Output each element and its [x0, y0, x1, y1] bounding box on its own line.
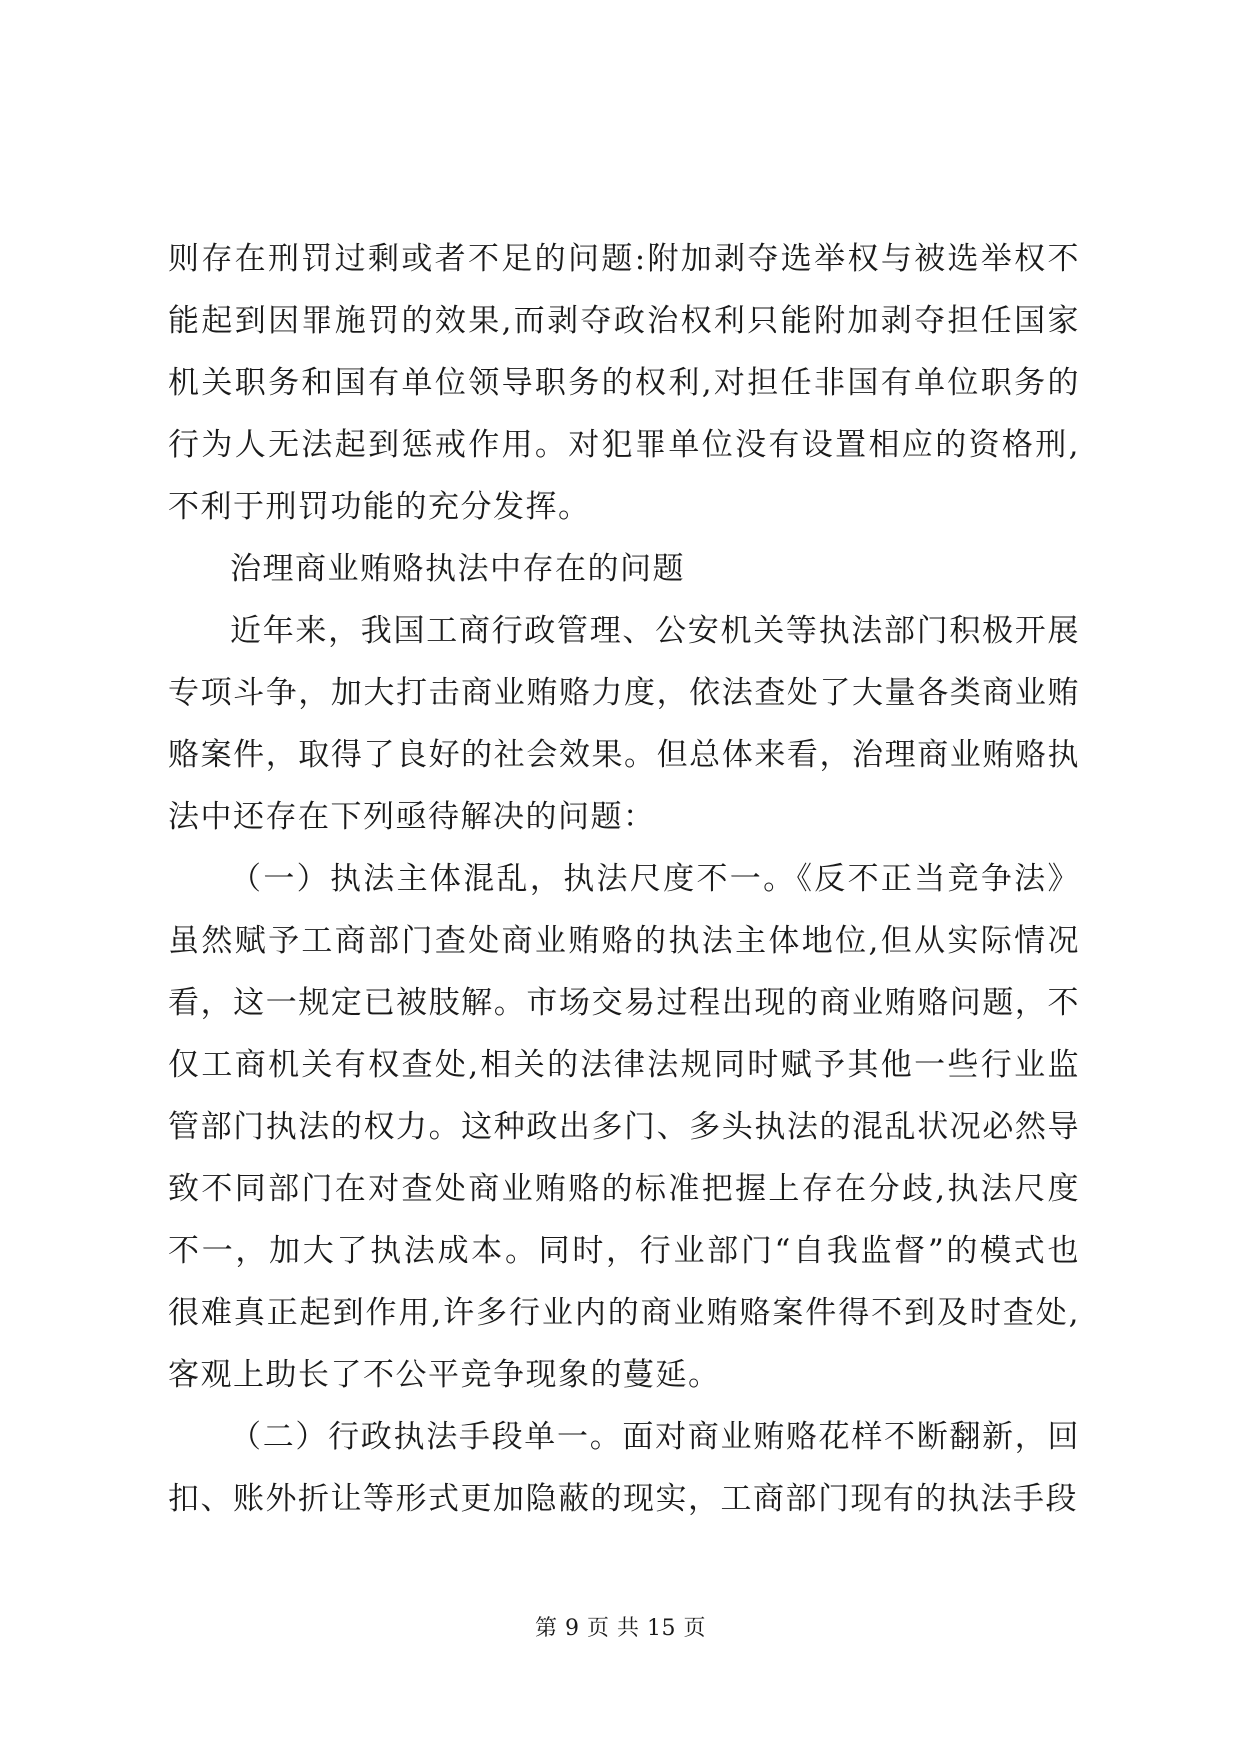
page-footer: 第 9 页 共 15 页: [535, 1616, 706, 1641]
paragraph-continuation: 则存在刑罚过剩或者不足的问题:附加剥夺选举权与被选举权不能起到因罪施罚的效果,而剥夺政治权利只能附加剥夺担任国家机关职务和国有单位领导职务的权利,对担任非国有单位职务的行为人无法起到惩戒作用。对犯罪单位没有设置相应的资格刑,不利于刑罚功能的充分发挥。: [168, 241, 1080, 525]
paragraph-point-two: （二）行政执法手段单一。面对商业贿赂花样不断翻新，回扣、账外折让等形式更加隐蔽的现实，工商部门现有的执法手段: [168, 1419, 1080, 1517]
section-heading: 治理商业贿赂执法中存在的问题: [230, 551, 685, 587]
paragraph-point-one: （一）执法主体混乱，执法尺度不一。《反不正当竞争法》虽然赋予工商部门查处商业贿赂的执法主体地位,但从实际情况看，这一规定已被肢解。市场交易过程出现的商业贿赂问题，不仅工商机关有权查处,相关的法律法规同时赋予其他一些行业监管部门执法的权力。这种政出多门、多头执法的混乱状况必然导致不同部门在对查处商业贿赂的标准把握上存在分歧,执法尺度不一，加大了执法成本。同时，行业部门“自我监督”的模式也很难真正起到作用,许多行业内的商业贿赂案件得不到及时查处,客观上助长了不公平竞争现象的蔓延。: [168, 861, 1080, 1393]
paragraph-intro: 近年来，我国工商行政管理、公安机关等执法部门积极开展专项斗争，加大打击商业贿赂力度，依法查处了大量各类商业贿赂案件，取得了良好的社会效果。但总体来看，治理商业贿赂执法中还存在下列亟待解决的问题：: [168, 613, 1080, 835]
body-text: [168, 228, 1080, 1530]
